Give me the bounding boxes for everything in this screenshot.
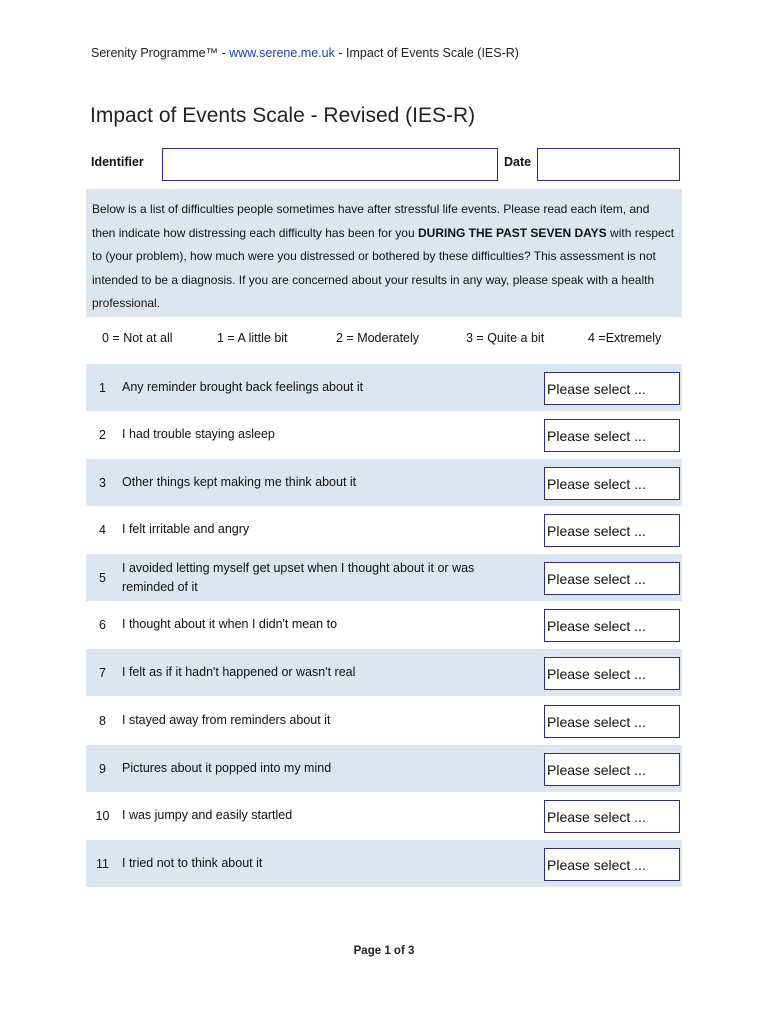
instructions-text-1: Below is a list of difficulties people sometimes have after stressful life events. Please read each item, and then indicate how distressing each difficulty has been for you (92, 202, 650, 240)
question-text: I tried not to think about it (122, 856, 263, 870)
page-number: Page 1 of 3 (353, 945, 415, 957)
website-link[interactable]: www.serene.me.uk (229, 46, 335, 60)
question-text: I felt as if it hadn't happened or wasn't real (122, 665, 356, 679)
instructions-emphasis: DURING THE PAST SEVEN DAYS (417, 225, 607, 240)
answer-select[interactable]: Please select ... (544, 372, 680, 405)
question-number: 9 (99, 761, 106, 776)
question-row (86, 840, 682, 887)
question-text: I avoided letting myself get upset when I thought about it or was reminded of it (122, 560, 475, 594)
question-number: 5 (99, 570, 106, 585)
date-label: Date (504, 155, 532, 169)
instructions-text-2: with respect to (your problem), how much were you distressed or bothered by these difficulties? This assessment is not intended to be a diagnosis. If you are concerned about your results in any way, please speak with a health professional. (92, 225, 675, 310)
question-number: 7 (99, 665, 106, 680)
question-row (86, 792, 682, 839)
question-number: 8 (99, 713, 106, 728)
question-text: I stayed away from reminders about it (122, 713, 331, 727)
question-number: 11 (96, 856, 109, 871)
question-number: 10 (95, 808, 110, 823)
question-number: 2 (99, 427, 106, 442)
answer-select[interactable]: Please select ... (544, 562, 680, 595)
question-text: Any reminder brought back feelings about it (122, 380, 364, 394)
question-row (86, 745, 682, 792)
question-row (86, 649, 682, 696)
header-prefix: Serenity Programme™ - (91, 46, 226, 60)
identifier-label: Identifier (91, 155, 144, 169)
question-row (86, 697, 682, 744)
page-header (91, 46, 519, 60)
scale-option-3: 3 = Quite a bit (466, 331, 545, 345)
answer-select[interactable]: Please select ... (544, 705, 680, 738)
question-number: 1 (99, 380, 106, 395)
answer-select[interactable]: Please select ... (544, 609, 680, 642)
answer-select[interactable]: Please select ... (544, 657, 680, 690)
header-suffix: - Impact of Events Scale (IES-R) (338, 46, 519, 60)
instructions-box (86, 189, 682, 317)
scale-option-2: 2 = Moderately (336, 331, 420, 345)
question-text: Pictures about it popped into my mind (122, 761, 332, 775)
question-row (86, 411, 682, 458)
question-text: I was jumpy and easily startled (122, 808, 293, 822)
answer-select[interactable]: Please select ... (544, 419, 680, 452)
answer-select[interactable]: Please select ... (544, 467, 680, 500)
question-row (86, 601, 682, 648)
question-row (86, 506, 682, 553)
question-number: 6 (99, 617, 106, 632)
question-row (86, 459, 682, 506)
scale-option-0: 0 = Not at all (102, 331, 173, 345)
question-number: 3 (99, 475, 106, 490)
question-text: I thought about it when I didn't mean to (122, 617, 338, 631)
answer-select[interactable]: Please select ... (544, 848, 680, 881)
answer-select[interactable]: Please select ... (544, 514, 680, 547)
question-text: Other things kept making me think about it (122, 475, 357, 489)
scale-option-1: 1 = A little bit (217, 331, 288, 345)
question-row (86, 364, 682, 411)
question-number: 4 (99, 522, 106, 537)
question-row (86, 554, 682, 601)
identifier-input[interactable] (162, 148, 498, 181)
question-text: I had trouble staying asleep (122, 427, 275, 441)
answer-select[interactable]: Please select ... (544, 753, 680, 786)
page-title: Impact of Events Scale - Revised (IES-R) (90, 104, 476, 127)
date-input[interactable] (537, 148, 680, 181)
question-text: I felt irritable and angry (122, 522, 250, 536)
answer-select[interactable]: Please select ... (544, 800, 680, 833)
scale-option-4: 4 =Extremely (588, 331, 662, 345)
